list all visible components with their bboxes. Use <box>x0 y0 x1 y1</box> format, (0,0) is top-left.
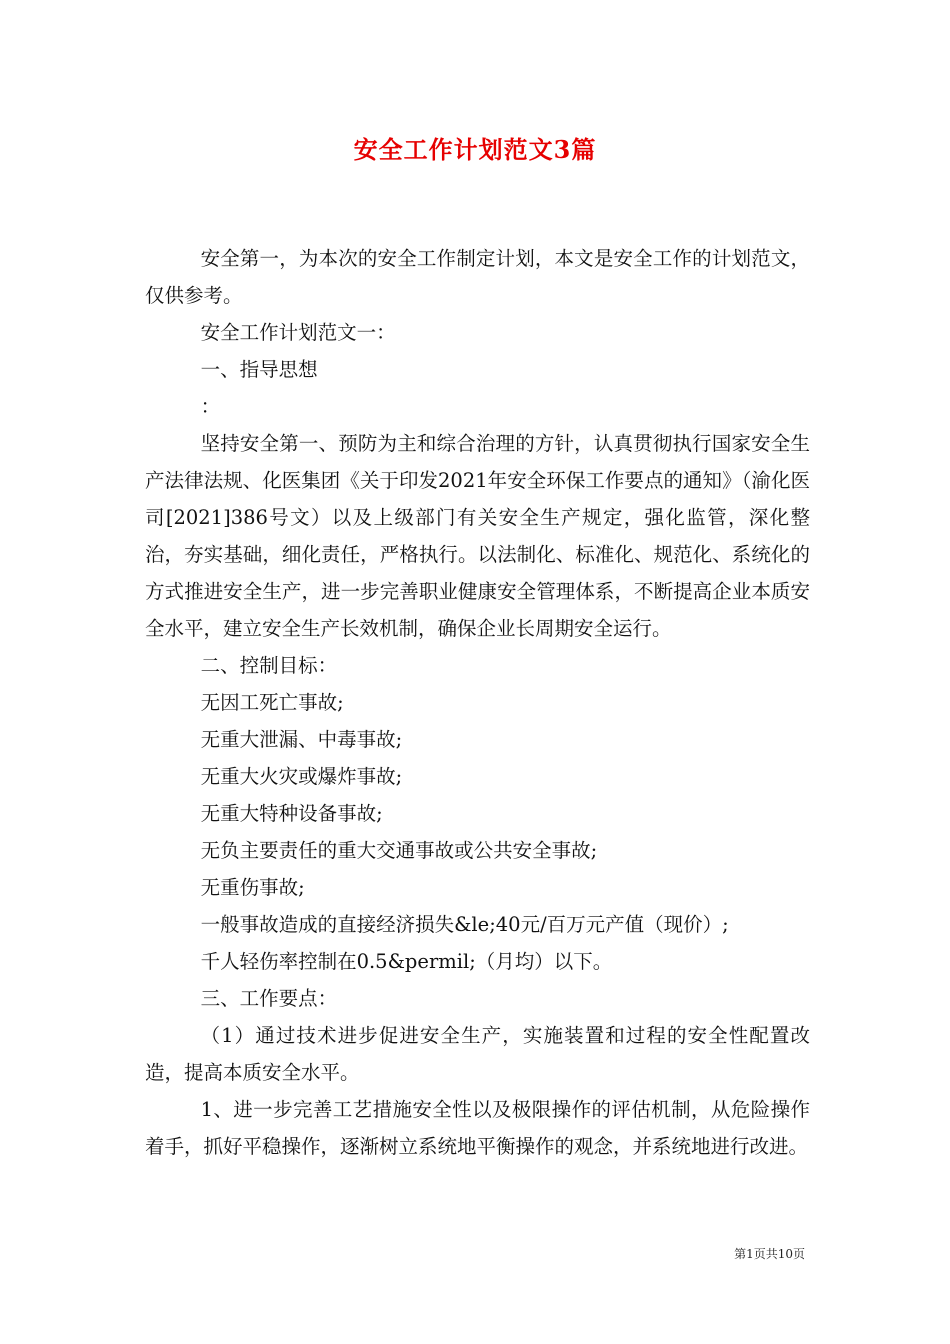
colon-line: ： <box>200 395 221 418</box>
section-work-points-heading: 三、工作要点： <box>200 987 338 1010</box>
target-item: 无负主要责任的重大交通事故或公共安全事故; <box>200 839 598 862</box>
document-title: 安全工作计划范文3篇 <box>353 135 597 164</box>
section-sample-one-heading: 安全工作计划范文一： <box>200 321 396 344</box>
target-item: 无重大特种设备事故; <box>200 802 383 825</box>
target-item: 无因工死亡事故; <box>200 691 344 714</box>
target-item: 无重大泄漏、中毒事故; <box>200 728 403 751</box>
section-control-targets-heading: 二、控制目标： <box>200 654 338 677</box>
work-point-paragraph: （1）通过技术进步促进安全生产，实施装置和过程的安全性配置改造，提高本质安全水平。 <box>145 1024 810 1084</box>
guiding-ideology-paragraph: 坚持安全第一、预防为主和综合治理的方针，认真贯彻执行国家安全生产法律法规、化医集团《关于印发2021年安全环保工作要点的通知》（渝化医司[2021]386号文）以及上级部门有关安全生产规定，强化监管，深化整治，夯实基础，细化责任，严格执行。以法制化、标准化、规范化、系统化的方式推进安全生产，进一步完善职业健康安全管理体系，不断提高企业本质安全水平，建立安全生产长效机制，确保企业长周期安全运行。 <box>145 432 810 640</box>
intro-paragraph: 安全第一，为本次的安全工作制定计划，本文是安全工作的计划范文，仅供参考。 <box>145 247 810 307</box>
section-guiding-ideology-heading: 一、指导思想 <box>200 358 318 381</box>
target-item: 一般事故造成的直接经济损失&le;40元/百万元产值（现价）; <box>200 913 729 936</box>
target-item: 无重大火灾或爆炸事故; <box>200 765 403 788</box>
work-point-paragraph: 1、进一步完善工艺措施安全性以及极限操作的评估机制，从危险操作着手，抓好平稳操作，逐渐树立系统地平衡操作的观念，并系统地进行改进。 <box>145 1098 810 1158</box>
target-item: 无重伤事故; <box>200 876 305 899</box>
document-body <box>145 240 810 1165</box>
target-item: 千人轻伤率控制在0.5&permil;（月均）以下。 <box>200 950 613 973</box>
page-number: 第1页共10页 <box>734 1247 805 1261</box>
